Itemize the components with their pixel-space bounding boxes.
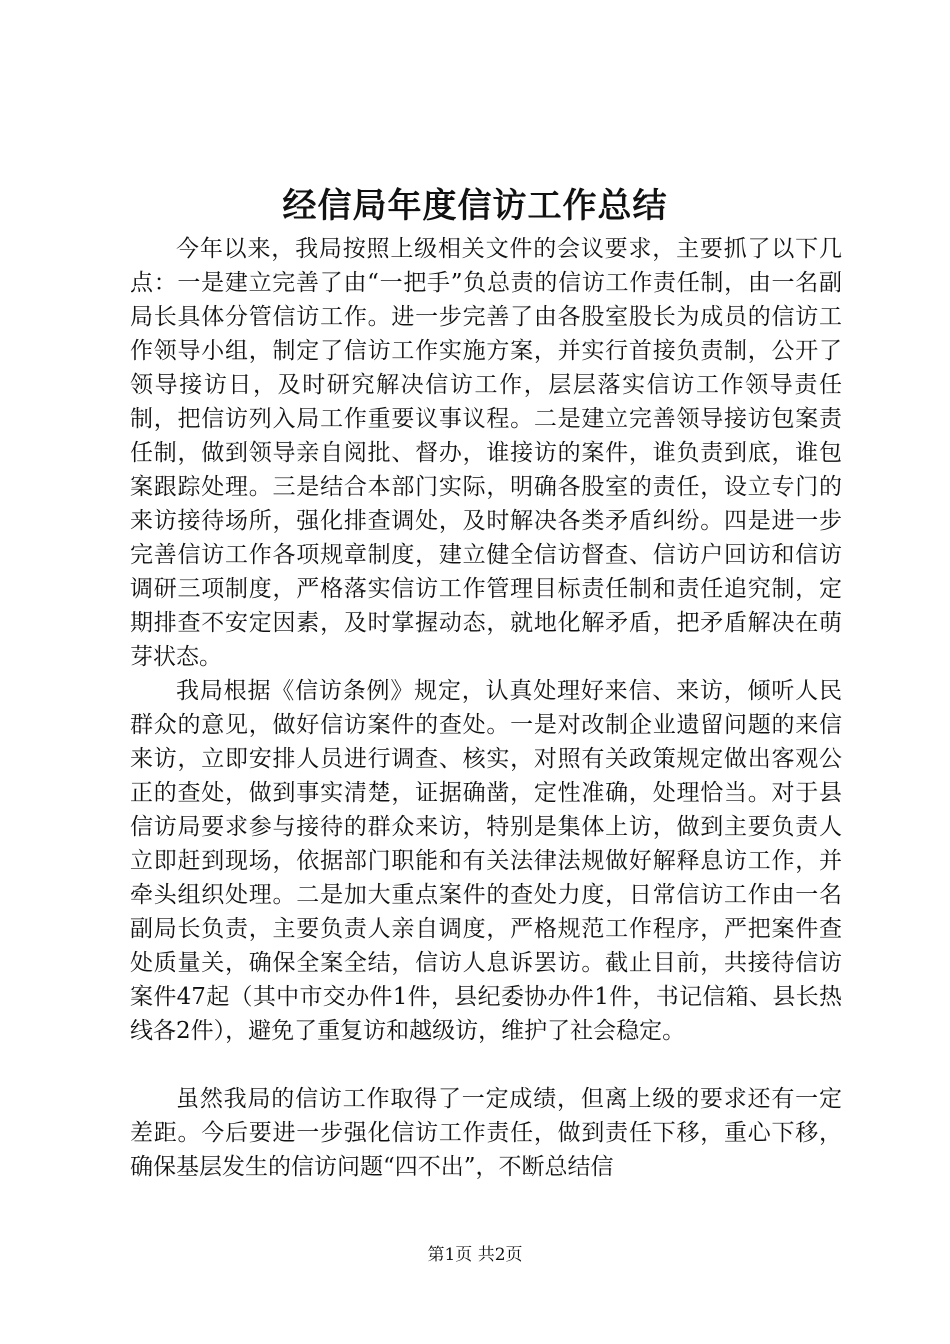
document-title: 经信局年度信访工作总结 (282, 186, 668, 226)
document-body (130, 232, 842, 1184)
page-indicator: 第1页 共2页 (427, 1245, 523, 1265)
paragraph-1: 今年以来，我局按照上级相关文件的会议要求，主要抓了以下几点：一是建立完善了由“一把手”负总责的信访工作责任制，由一名副局长具体分管信访工作。进一步完善了由各股室股长为成员的信访工作领导小组，制定了信访工作实施方案，并实行首接负责制，公开了领导接访日，及时研究解决信访工作，层层落实信访工作领导责任制，把信访列入局工作重要议事议程。二是建立完善领导接访包案责任制，做到领导亲自阅批、督办，谁接访的案件，谁负责到底，谁包案跟踪处理。三是结合本部门实际，明确各股室的责任，设立专门的来访接待场所，强化排查调处，及时解决各类矛盾纠纷。四是进一步完善信访工作各项规章制度，建立健全信访督查、信访户回访和信访调研三项制度，严格落实信访工作管理目标责任制和责任追究制，定期排查不安定因素，及时掌握动态，就地化解矛盾，把矛盾解决在萌芽状态。 (130, 236, 842, 670)
paragraph-3: 虽然我局的信访工作取得了一定成绩，但离上级的要求还有一定差距。今后要进一步强化信访工作责任，做到责任下移，重心下移，确保基层发生的信访问题“四不出”，不断总结信 (130, 1086, 842, 1180)
paragraph-2: 我局根据《信访条例》规定，认真处理好来信、来访，倾听人民群众的意见，做好信访案件的查处。一是对改制企业遗留问题的来信来访，立即安排人员进行调查、核实，对照有关政策规定做出客观公正的查处，做到事实清楚，证据确凿，定性准确，处理恰当。对于县信访局要求参与接待的群众来访，特别是集体上访，做到主要负责人立即赶到现场，依据部门职能和有关法律法规做好解释息访工作，并牵头组织处理。二是加大重点案件的查处力度，日常信访工作由一名副局长负责，主要负责人亲自调度，严格规范工作程序，严把案件查处质量关，确保全案全结，信访人息诉罢访。截止目前，共接待信访案件47起（其中市交办件1件，县纪委协办件1件，书记信箱、县长热线各2件），避免了重复访和越级访，维护了社会稳定。 (130, 678, 842, 1044)
